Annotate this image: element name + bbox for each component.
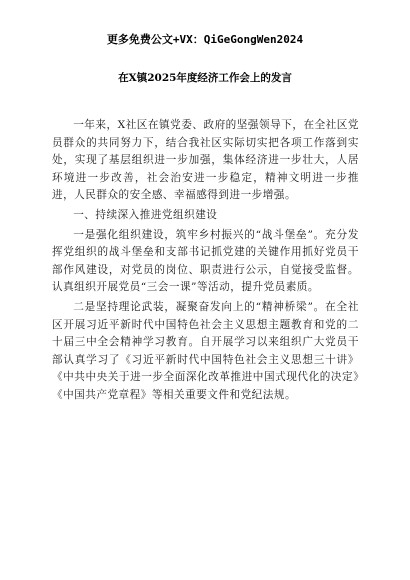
paragraph-intro: 一年来，X社区在镇党委、政府的坚强领导下，在全社区党员群众的共同努力下，结合我社区实际切实把各项工作落到实处，实现了基层组织进一步加强，集体经济进一步壮大，人居环境进一步改善，社会治安进一步稳定，精神文明进一步推进，人民群众的安全感、幸福感得到进一步增强。 xyxy=(52,119,359,202)
document-title: 在X镇2025年度经济工作会上的发言 xyxy=(118,72,292,84)
paragraph-theory: 二是坚持理论武装，凝聚奋发向上的“精神桥梁”。在全社区开展习近平新时代中国特色社会主义思想主题教育和党的二十届三中全会精神学习教育。自开展学习以来组织广大党员干部认真学习了《习近平新时代中国特色社会主义思想三十讲》《中共中央关于进一步全面深化改革推进中国式现代化的决定》《中国共产党章程》等相关重要文件和党纪法规。 xyxy=(52,300,359,401)
paragraph-organization: 一是强化组织建设，筑牢乡村振兴的“战斗堡垒”。充分发挥党组织的战斗堡垒和支部书记抓党建的关键作用抓好党员干部作风建设，对党员的岗位、职责进行公示，自觉接受监督。认真组织开展党员“三会一课”等活动，提升党员素质。 xyxy=(52,228,359,294)
document-body xyxy=(52,117,359,407)
section-heading: 一、持续深入推进党组织建设 xyxy=(73,208,218,221)
promo-header: 更多免费公文+VX：QiGeGongWen2024 xyxy=(106,33,304,46)
